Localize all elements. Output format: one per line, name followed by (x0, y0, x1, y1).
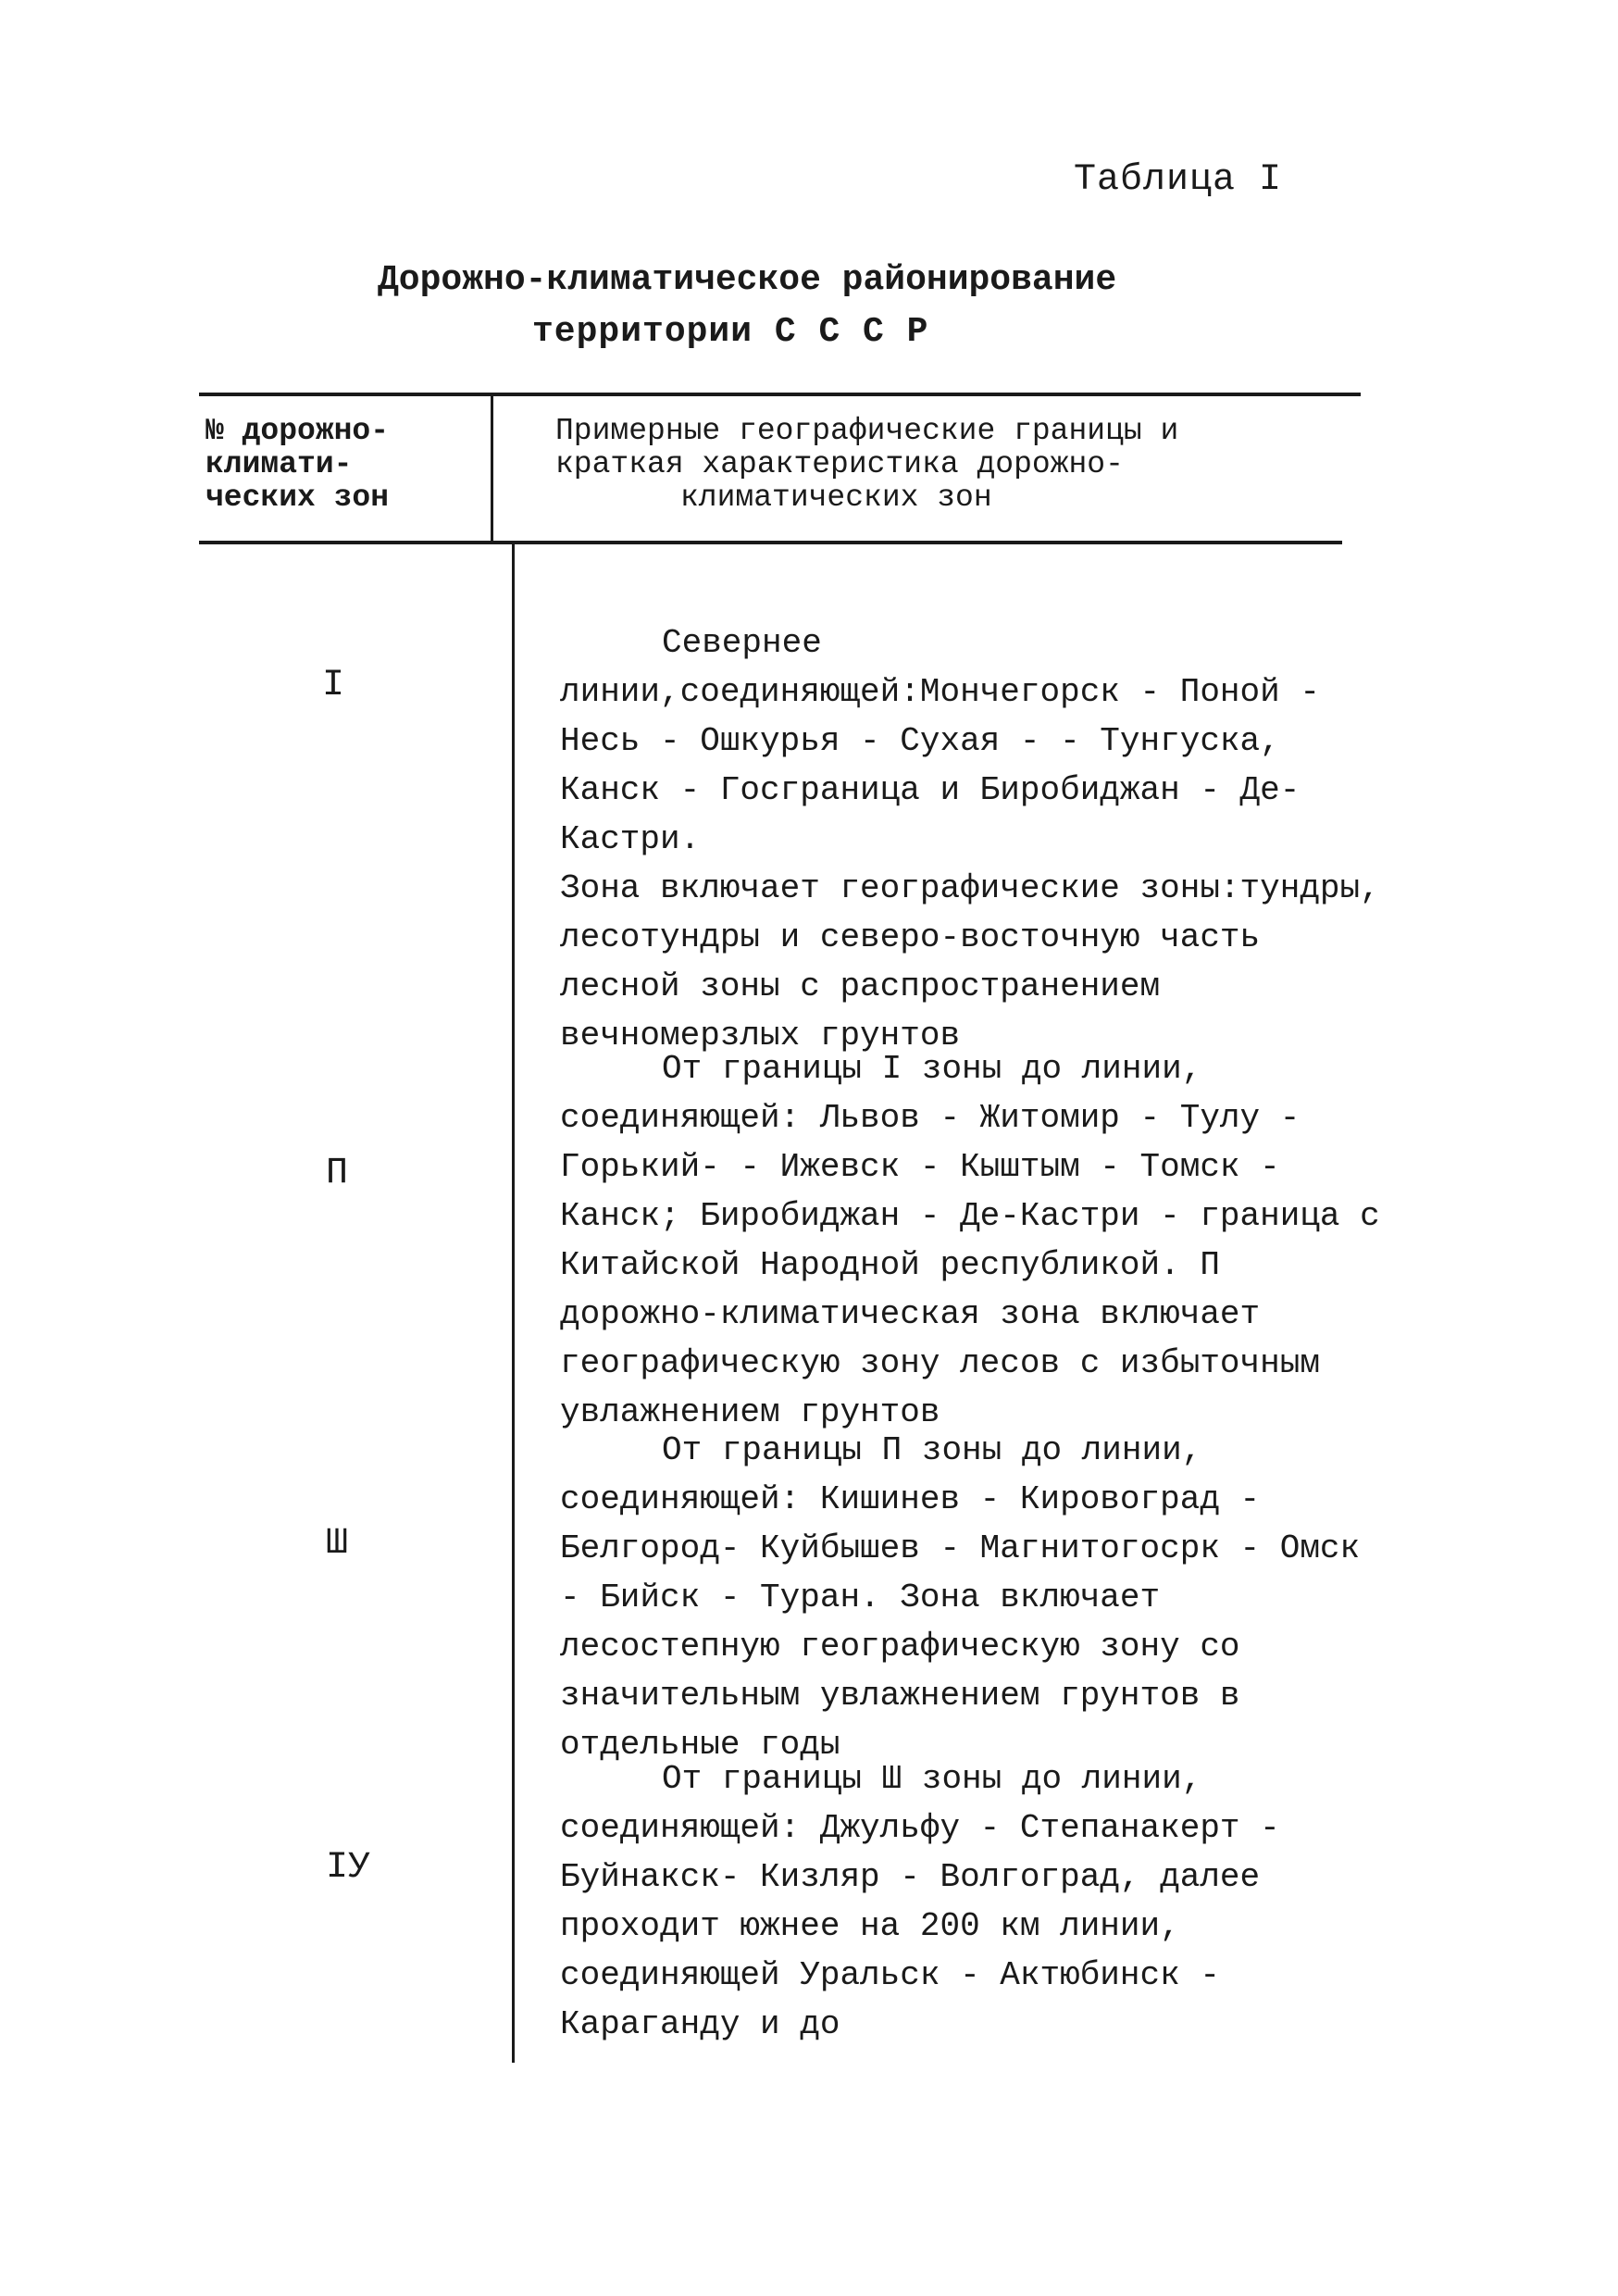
zone-number: IУ (326, 1847, 371, 1889)
title-line-1: Дорожно-климатическое районирование (378, 260, 1117, 300)
zone-number: I (322, 665, 345, 706)
body-column-divider (512, 544, 515, 2063)
zone-description (560, 1044, 1398, 1437)
zone-boundary-text: От границы Ш зоны до линии, соединяющей: Джульфу - Степанакерт - Буйнакск- Кизляр - Волгоград, далее проходит южнее на 200 км линии, соединяющей Уральск - Актюбинск - Караганду и до (560, 1760, 1280, 2043)
zone-boundary-text: Севернее линии,соединяющей:Мончегорск - Поной - Несь - Ошкурья - Сухая - - Тунгуска, Канск - Госграница и Биробиджан - Де-Кастри. (560, 624, 1320, 858)
title-line-2: территории С С С Р (532, 312, 929, 352)
header-zone-description (555, 415, 1351, 515)
document-title (370, 255, 1259, 358)
header-zone-number (205, 415, 483, 515)
zone-description (560, 1426, 1398, 1769)
zone-number: П (326, 1153, 349, 1194)
zone-characteristic-text: Зона включает географические зоны:тундры, лесотундры и северо-восточную часть лесной зоны с распространением вечномерзлых грунтов (560, 869, 1380, 1054)
zone-boundary-text: От границы I зоны до линии, соединяющей: Львов - Житомир - Тулу - Горький- - Ижевск - Кыштым - Томск - Канск; Биробиджан - Де-Кастри - граница с Китайской Народной республикой. П дорожно-климатическая зона включает географическую зону лесов с избыточным увлажнением грунтов (560, 1050, 1380, 1431)
zone-description (560, 618, 1398, 1060)
header-bottom-rule (199, 541, 1342, 544)
zone-boundary-text: От границы П зоны до линии, соединяющей: Кишинев - Кировоград - Белгород- Куйбышев - Магнитогосрк - Омск - Бийск - Туран. Зона включает лесостепную географическую зону со значительным увлажнением грунтов в отдельные годы (560, 1431, 1361, 1764)
table-label: Таблица I (1074, 159, 1283, 201)
zone-number: Ш (326, 1523, 349, 1565)
header-col1-line: климати- (205, 447, 353, 481)
header-col1-line: ческих зон (205, 480, 390, 515)
header-col2-line: Примерные географические границы и (555, 414, 1179, 448)
header-column-divider (491, 394, 493, 543)
header-col2-line: краткая характеристика дорожно- (555, 447, 1124, 481)
header-col1-line: № дорожно- (205, 414, 390, 448)
header-col2-line: климатических зон (680, 480, 992, 515)
zone-description (560, 1754, 1398, 2049)
table-top-rule (199, 393, 1361, 396)
